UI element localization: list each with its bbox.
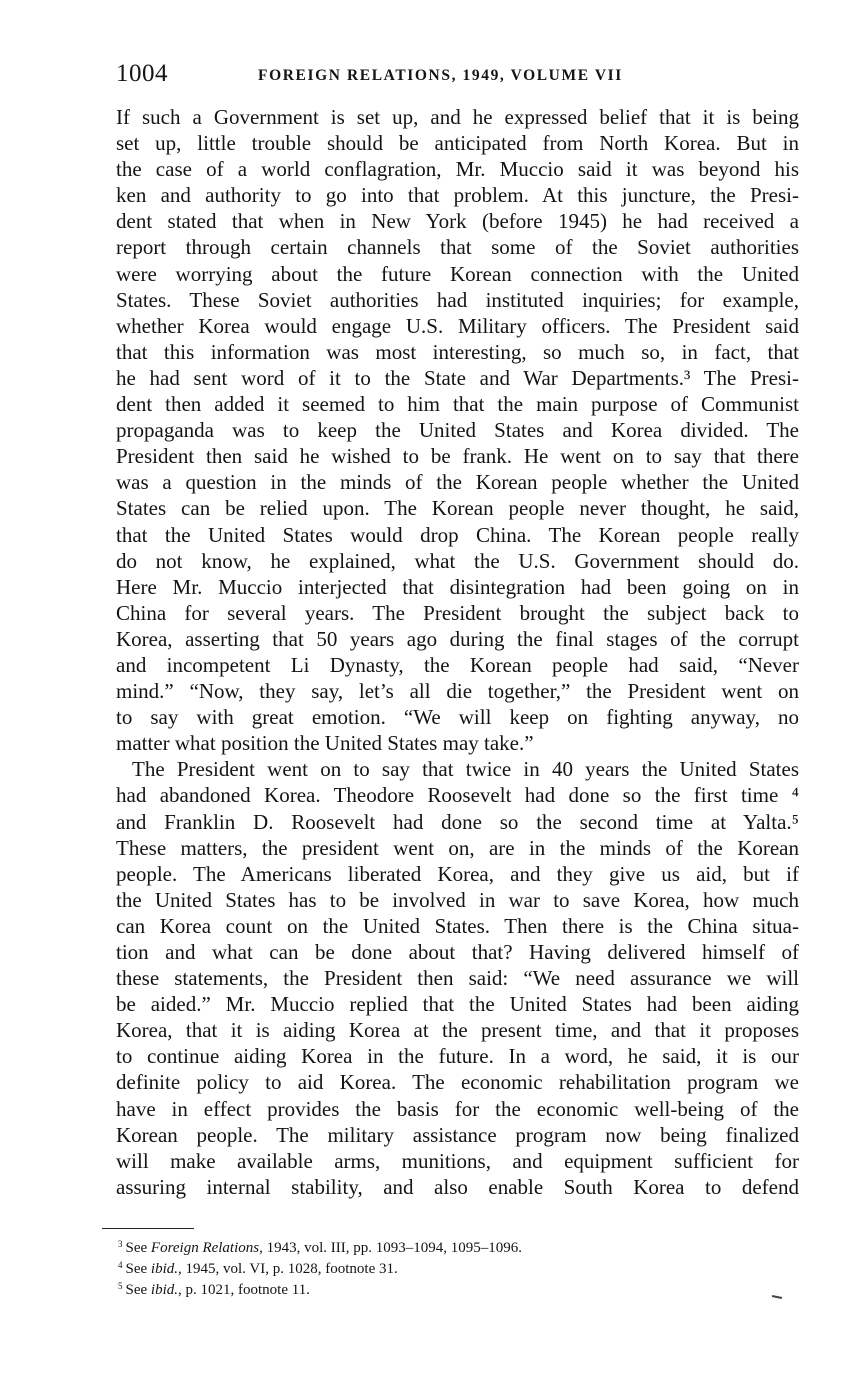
text-line: and Franklin D. Roosevelt had done so the second time at Yalta.⁵ [116, 809, 799, 834]
text-line: Korean people. The military assistance program now being finalized [116, 1122, 799, 1147]
text-line: to continue aiding Korea in the future. In a word, he said, it is our [116, 1044, 799, 1069]
text-line: will make available arms, munitions, and equipment sufficient for [116, 1148, 799, 1173]
page-header [116, 60, 806, 94]
text-line: had abandoned Korea. Theodore Roosevelt had done so the first time ⁴ [116, 783, 799, 808]
text-line: that this information was most interesting, so much so, in fact, that [116, 339, 799, 364]
text-line: If such a Government is set up, and he expressed belief that it is being [116, 105, 799, 129]
stray-ink-mark [772, 1295, 782, 1299]
text-line: these statements, the President then said: “We need assurance we will [116, 966, 799, 991]
text-line: dent stated that when in New York (before 1945) he had received a [116, 209, 799, 234]
text-line: whether Korea would engage U.S. Military officers. The President said [116, 313, 799, 338]
text-line: the case of a world conflagration, Mr. Muccio said it was beyond his [116, 157, 799, 182]
footnote-text: , p. 1021, footnote 11. [178, 1282, 310, 1298]
body-text [116, 104, 799, 1200]
text-line: definite policy to aid Korea. The economic rehabilitation program we [116, 1070, 799, 1095]
text-line: report through certain channels that some of the Soviet authorities [116, 235, 799, 260]
footnote-citation: ibid. [150, 1261, 179, 1277]
page-number: 1004 [116, 60, 168, 87]
text-line: The President went on to say that twice in 40 years the United States [132, 757, 799, 782]
footnote [118, 1257, 678, 1278]
text-line: propaganda was to keep the United States and Korea divided. The [116, 418, 799, 443]
text-line: China for several years. The President brought the subject back to [116, 600, 799, 625]
footnotes [118, 1236, 678, 1299]
footnote-mark: 5 [118, 1281, 123, 1291]
text-line: people. The Americans liberated Korea, and they give us aid, but if [116, 861, 799, 886]
text-line: President then said he wished to be frank. He went on to say that there [116, 444, 799, 469]
footnote-citation: ibid. [150, 1282, 179, 1298]
text-line: set up, little trouble should be anticipated from North Korea. But in [116, 131, 799, 156]
text-line: was a question in the minds of the Korean people whether the United [116, 470, 799, 495]
text-line: be aided.” Mr. Muccio replied that the United States had been aiding [116, 992, 799, 1017]
text-line: States. These Soviet authorities had instituted inquiries; for example, [116, 287, 799, 312]
running-head: FOREIGN RELATIONS, 1949, VOLUME VII [258, 67, 623, 84]
text-line: ken and authority to go into that problem. At this juncture, the Presi- [116, 183, 799, 208]
text-line: were worrying about the future Korean connection with the United [116, 261, 799, 286]
text-line: that the United States would drop China. The Korean people really [116, 522, 799, 547]
footnote [118, 1278, 678, 1299]
text-line: to say with great emotion. “We will keep on fighting anyway, no [116, 705, 799, 730]
footnote-mark: 3 [118, 1239, 123, 1249]
footnote-divider [102, 1228, 194, 1229]
footnote [118, 1236, 678, 1257]
text-line: Here Mr. Muccio interjected that disintegration had been going on in [116, 574, 799, 599]
footnote-text: See [125, 1261, 151, 1277]
text-line: dent then added it seemed to him that the main purpose of Communist [116, 392, 799, 417]
footnote-mark: 4 [118, 1260, 123, 1270]
text-line: matter what position the United States may take.” [116, 731, 534, 756]
footnote-text: , 1945, vol. VI, p. 1028, footnote 31. [178, 1261, 398, 1277]
text-line: Korea, that it is aiding Korea at the present time, and that it proposes [116, 1018, 799, 1043]
text-line: the United States has to be involved in war to save Korea, how much [116, 887, 799, 912]
text-line: States can be relied upon. The Korean people never thought, he said, [116, 496, 799, 521]
text-line: These matters, the president went on, are in the minds of the Korean [116, 835, 799, 860]
text-line: Korea, asserting that 50 years ago during the final stages of the corrupt [116, 626, 799, 651]
text-line: can Korea count on the United States. Then there is the China situa- [116, 913, 799, 938]
text-line: do not know, he explained, what the U.S. Government should do. [116, 548, 799, 573]
footnote-text: See [125, 1282, 151, 1298]
text-line: and incompetent Li Dynasty, the Korean people had said, “Never [116, 652, 799, 677]
footnote-text: , 1943, vol. III, pp. 1093–1094, 1095–1096. [259, 1240, 523, 1256]
text-line: he had sent word of it to the State and War Departments.³ The Presi- [116, 365, 799, 390]
footnote-text: See [125, 1240, 151, 1256]
text-line: have in effect provides the basis for the economic well-being of the [116, 1096, 799, 1121]
text-line: assuring internal stability, and also enable South Korea to defend [116, 1174, 799, 1199]
footnote-citation: Foreign Relations [150, 1240, 260, 1256]
text-line: mind.” “Now, they say, let’s all die together,” the President went on [116, 679, 799, 704]
text-line: tion and what can be done about that? Having delivered himself of [116, 940, 799, 964]
